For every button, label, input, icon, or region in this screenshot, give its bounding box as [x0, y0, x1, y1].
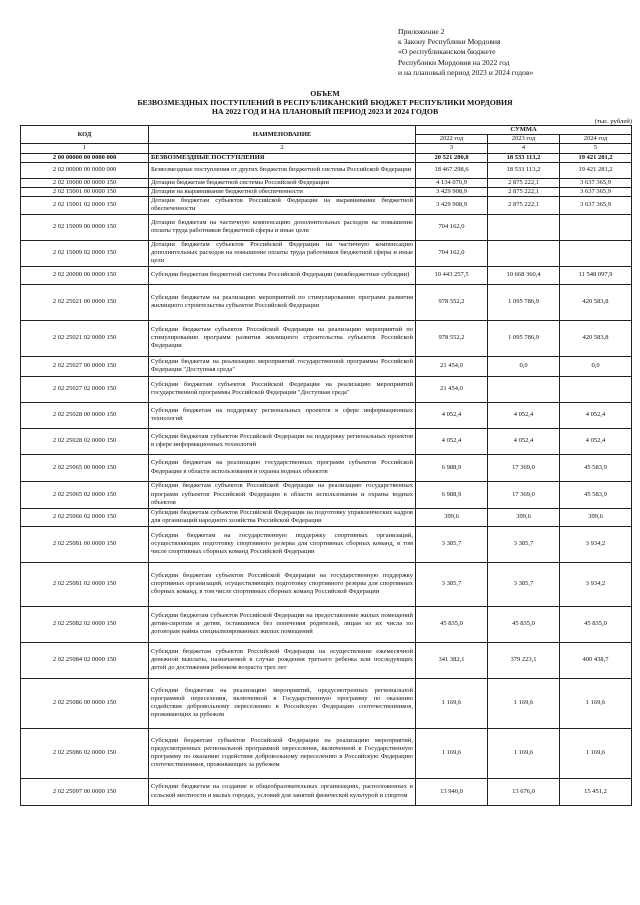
table-row — [21, 178, 632, 187]
table-row — [21, 454, 632, 481]
row-name: Дотации бюджетам субъектов Российской Федерации на частичную компенсацию дополнительных расходов на повышение оплаты труда работников бюджетной сферы и иные цели — [149, 240, 416, 266]
table-row — [21, 642, 632, 678]
row-value-2023: 18 533 113,2 — [488, 153, 560, 162]
header-year-2023: 2023 год — [488, 135, 560, 144]
row-code: 2 02 25086 02 0000 150 — [21, 728, 149, 778]
row-value-2024: 19 421 281,2 — [560, 153, 632, 162]
appendix-line: и на плановый период 2023 и 2024 годов» — [398, 67, 534, 77]
row-value-2024: 3 637 365,9 — [560, 197, 632, 214]
revenue-table — [20, 125, 632, 806]
row-name: Субсидии бюджетам субъектов Российской Федерации на подготовку управленческих кадров для организаций народного хозяйства Российской Федерации — [149, 508, 416, 526]
row-value-2023: 1 169,6 — [488, 678, 560, 728]
row-value-2023: 18 533 113,2 — [488, 162, 560, 178]
table-row — [21, 356, 632, 376]
row-name: Субсидии бюджетам субъектов Российской Федерации на поддержку региональных проектов в сфере информационных технологий — [149, 428, 416, 454]
row-code: 2 00 00000 00 0000 000 — [21, 153, 149, 162]
table-row — [21, 266, 632, 284]
row-value-2022: 6 988,9 — [416, 481, 488, 508]
row-value-2023: 0,0 — [488, 356, 560, 376]
row-value-2024 — [560, 214, 632, 240]
row-name: Субсидии бюджетам бюджетной системы Российской Федерации (межбюджетные субсидии) — [149, 266, 416, 284]
row-value-2022: 21 454,0 — [416, 376, 488, 402]
row-name: Субсидии бюджетам на реализацию государственных программ субъектов Российской Федерации в области использования и охраны водных объектов — [149, 454, 416, 481]
row-value-2022: 4 052,4 — [416, 402, 488, 428]
row-value-2024: 3 637 365,9 — [560, 178, 632, 187]
table-row — [21, 728, 632, 778]
row-value-2022: 4 134 070,9 — [416, 178, 488, 187]
row-code: 2 02 25027 00 0000 150 — [21, 356, 149, 376]
table-row — [21, 402, 632, 428]
row-value-2024: 1 169,6 — [560, 728, 632, 778]
appendix-line: Республики Мордовия на 2022 год — [398, 57, 510, 67]
row-value-2022: 341 382,1 — [416, 642, 488, 678]
row-value-2022: 21 454,0 — [416, 356, 488, 376]
row-value-2023: 1 169,6 — [488, 728, 560, 778]
row-value-2023: 379 223,1 — [488, 642, 560, 678]
row-value-2023: 1 095 786,9 — [488, 284, 560, 320]
row-value-2024: 3 934,2 — [560, 526, 632, 562]
table-row — [21, 778, 632, 805]
row-value-2024: 4 052,4 — [560, 428, 632, 454]
row-value-2024: 420 583,8 — [560, 284, 632, 320]
row-value-2022: 3 385,7 — [416, 562, 488, 606]
row-value-2023 — [488, 214, 560, 240]
table-row — [21, 526, 632, 562]
table-row — [21, 240, 632, 266]
row-code: 2 02 10000 00 0000 150 — [21, 178, 149, 187]
row-value-2024: 400 438,7 — [560, 642, 632, 678]
header-sum: СУММА — [416, 126, 632, 135]
row-value-2023: 4 052,4 — [488, 428, 560, 454]
row-value-2023: 17 369,0 — [488, 454, 560, 481]
row-value-2023: 2 875 222,1 — [488, 178, 560, 187]
row-value-2022: 1 169,6 — [416, 728, 488, 778]
row-value-2023: 13 676,0 — [488, 778, 560, 805]
row-value-2022: 1 169,6 — [416, 678, 488, 728]
row-value-2022: 45 835,0 — [416, 606, 488, 642]
row-name: Субсидии бюджетам на государственную поддержку спортивных организаций, осуществляющих подготовку спортивного резерва для спортивных сборных команд, в том числе спортивных сборных команд Российской Федерации — [149, 526, 416, 562]
row-name: Дотации бюджетам субъектов Российской Федерации на выравнивание бюджетной обеспеченности — [149, 197, 416, 214]
row-code: 2 02 25081 02 0000 150 — [21, 562, 149, 606]
table-row — [21, 508, 632, 526]
document-title-line3: НА 2022 ГОД И НА ПЛАНОВЫЙ ПЕРИОД 2023 И 2024 ГОДОВ — [211, 107, 439, 116]
appendix-line: Приложение 2 — [398, 27, 445, 36]
row-name: Безвозмездные поступления от других бюджетов бюджетной системы Российской Федерации — [149, 162, 416, 178]
row-value-2024: 3 637 365,9 — [560, 188, 632, 197]
row-code: 2 02 25028 00 0000 150 — [21, 402, 149, 428]
row-code: 2 02 25028 02 0000 150 — [21, 428, 149, 454]
table-body — [21, 153, 632, 805]
row-name: Субсидии бюджетам субъектов Российской Федерации на реализацию мероприятий по стимулированию программ развития жилищного строительства субъектов Российской Федерации — [149, 320, 416, 356]
row-value-2023: 10 668 360,4 — [488, 266, 560, 284]
row-value-2022: 20 521 280,8 — [416, 153, 488, 162]
row-name: Субсидии бюджетам на создание в общеобразовательных организациях, расположенных в сельской местности и малых городах, условий для занятий физической культурой и спортом — [149, 778, 416, 805]
column-number: 4 — [488, 144, 560, 153]
table-row — [21, 678, 632, 728]
row-value-2022: 4 052,4 — [416, 428, 488, 454]
row-name: Субсидии бюджетам субъектов Российской Федерации на реализацию государственных программ субъектов Российской Федерации в области использования и охраны водных объектов — [149, 481, 416, 508]
header-code: КОД — [21, 126, 149, 144]
row-code: 2 02 25021 00 0000 150 — [21, 284, 149, 320]
row-name: Субсидии бюджетам на реализацию мероприятий, предусмотренных региональной программой переселения, включенной в Государственную программу по оказанию содействия добровольному переселению в Российскую Федерацию соотечественников, проживающих за рубежом — [149, 678, 416, 728]
row-value-2023: 399,6 — [488, 508, 560, 526]
document-title-line2: БЕЗВОЗМЕЗДНЫХ ПОСТУПЛЕНИЙ В РЕСПУБЛИКАНСКИЙ БЮДЖЕТ РЕСПУБЛИКИ МОРДОВИЯ — [137, 98, 513, 107]
row-value-2024: 45 835,0 — [560, 606, 632, 642]
row-value-2024: 420 583,8 — [560, 320, 632, 356]
table-row — [21, 320, 632, 356]
row-name: Дотации на выравнивание бюджетной обеспеченности — [149, 188, 416, 197]
row-value-2022: 704 162,0 — [416, 214, 488, 240]
row-name: Субсидии бюджетам субъектов Российской Федерации на государственную поддержку спортивных организаций, осуществляющих подготовку спортивного резерва для спортивных сборных команд, в том числе спортивных сборных команд Российской Федерации — [149, 562, 416, 606]
row-name: Субсидии бюджетам субъектов Российской Федерации на реализацию мероприятий государственной программы Российской Федерации "Доступная среда" — [149, 376, 416, 402]
row-value-2023: 45 835,0 — [488, 606, 560, 642]
row-code: 2 02 25084 02 0000 150 — [21, 642, 149, 678]
appendix-line: к Закону Республики Мордовия — [398, 37, 501, 47]
row-value-2023 — [488, 240, 560, 266]
row-value-2024: 45 583,9 — [560, 454, 632, 481]
row-name: Субсидии бюджетам на реализацию мероприятий государственной программы Российской Федерации "Доступная среда" — [149, 356, 416, 376]
row-name: Субсидии бюджетам субъектов Российской Федерации на реализацию мероприятий, предусмотренных региональной программой переселения, включенной в Государственную программу по оказанию содействия добровольному переселению в Российскую Федерацию соотечественников, проживающих за рубежом — [149, 728, 416, 778]
row-value-2022: 3 429 908,9 — [416, 188, 488, 197]
row-value-2022: 399,6 — [416, 508, 488, 526]
row-value-2024: 4 052,4 — [560, 402, 632, 428]
column-number: 2 — [149, 144, 416, 153]
row-name: Субсидии бюджетам на поддержку региональных проектов в сфере информационных технологий — [149, 402, 416, 428]
row-value-2024: 45 583,9 — [560, 481, 632, 508]
unit-label: (тыс. рублей) — [594, 118, 632, 125]
table-row — [21, 428, 632, 454]
row-value-2022: 10 443 257,5 — [416, 266, 488, 284]
table-row — [21, 153, 632, 162]
row-value-2023: 17 369,0 — [488, 481, 560, 508]
row-code: 2 02 00000 00 0000 000 — [21, 162, 149, 178]
row-code: 2 02 15001 02 0000 150 — [21, 197, 149, 214]
row-value-2023: 4 052,4 — [488, 402, 560, 428]
row-value-2024: 1 169,6 — [560, 678, 632, 728]
row-value-2023: 3 385,7 — [488, 526, 560, 562]
row-code: 2 02 15001 00 0000 150 — [21, 188, 149, 197]
row-value-2022: 978 552,2 — [416, 284, 488, 320]
row-value-2022: 13 940,0 — [416, 778, 488, 805]
row-value-2022: 18 467 298,6 — [416, 162, 488, 178]
row-value-2022: 3 385,7 — [416, 526, 488, 562]
header-year-2022: 2022 год — [416, 135, 488, 144]
row-value-2024: 15 451,2 — [560, 778, 632, 805]
appendix-line: «О республиканском бюджете — [398, 47, 496, 57]
header-name: НАИМЕНОВАНИЕ — [149, 126, 416, 144]
row-code: 2 02 15009 00 0000 150 — [21, 214, 149, 240]
table-row — [21, 481, 632, 508]
row-code: 2 02 25082 02 0000 150 — [21, 606, 149, 642]
row-code: 2 02 25065 02 0000 150 — [21, 481, 149, 508]
row-code: 2 02 25081 00 0000 150 — [21, 526, 149, 562]
row-value-2023 — [488, 376, 560, 402]
row-name: Субсидии бюджетам субъектов Российской Федерации на осуществление ежемесячной денежной выплаты, назначаемой в случае рождения третьего ребенка или последующих детей до достижения ребенком возраста трех лет — [149, 642, 416, 678]
appendix-note — [398, 27, 633, 78]
row-name: Субсидии бюджетам субъектов Российской Федерации на предоставление жилых помещений детям-сиротам и детям, оставшимся без попечения родителей, лицам из их числа по договорам найма специализированных жилых помещений — [149, 606, 416, 642]
table-row — [21, 162, 632, 178]
row-value-2023: 2 875 222,1 — [488, 197, 560, 214]
table-row — [21, 606, 632, 642]
row-value-2024: 0,0 — [560, 356, 632, 376]
row-code: 2 02 25097 00 0000 150 — [21, 778, 149, 805]
row-name: Дотации бюджетам бюджетной системы Российской Федерации — [149, 178, 416, 187]
row-value-2024 — [560, 376, 632, 402]
table-row — [21, 376, 632, 402]
row-value-2024: 11 548 097,9 — [560, 266, 632, 284]
table-row — [21, 188, 632, 197]
row-value-2022: 978 552,2 — [416, 320, 488, 356]
row-value-2022: 6 988,9 — [416, 454, 488, 481]
row-name: Дотации бюджетам на частичную компенсацию дополнительных расходов на повышение оплаты труда работников бюджетной сферы и иные цели — [149, 214, 416, 240]
row-value-2024 — [560, 240, 632, 266]
row-code: 2 02 25066 02 0000 150 — [21, 508, 149, 526]
row-code: 2 02 20000 00 0000 150 — [21, 266, 149, 284]
row-value-2024: 399,6 — [560, 508, 632, 526]
row-value-2022: 704 162,0 — [416, 240, 488, 266]
table-row — [21, 284, 632, 320]
document-title: ОБЪЕМ — [310, 89, 340, 98]
table-row — [21, 562, 632, 606]
row-value-2024: 3 934,2 — [560, 562, 632, 606]
table-row — [21, 214, 632, 240]
row-code: 2 02 25027 02 0000 150 — [21, 376, 149, 402]
row-code: 2 02 25065 00 0000 150 — [21, 454, 149, 481]
row-value-2022: 3 429 908,9 — [416, 197, 488, 214]
header-year-2024: 2024 год — [560, 135, 632, 144]
row-value-2024: 19 421 281,2 — [560, 162, 632, 178]
row-code: 2 02 25021 02 0000 150 — [21, 320, 149, 356]
row-value-2023: 3 385,7 — [488, 562, 560, 606]
column-number: 3 — [416, 144, 488, 153]
column-number: 5 — [560, 144, 632, 153]
row-code: 2 02 15009 02 0000 150 — [21, 240, 149, 266]
column-number: 1 — [21, 144, 149, 153]
row-value-2023: 2 875 222,1 — [488, 188, 560, 197]
row-value-2023: 1 095 786,9 — [488, 320, 560, 356]
row-name: Субсидии бюджетам на реализацию мероприятий по стимулированию программ развития жилищного строительства субъектов Российской Федерации — [149, 284, 416, 320]
table-row — [21, 197, 632, 214]
row-name: БЕЗВОЗМЕЗДНЫЕ ПОСТУПЛЕНИЯ — [149, 153, 416, 162]
row-code: 2 02 25086 00 0000 150 — [21, 678, 149, 728]
